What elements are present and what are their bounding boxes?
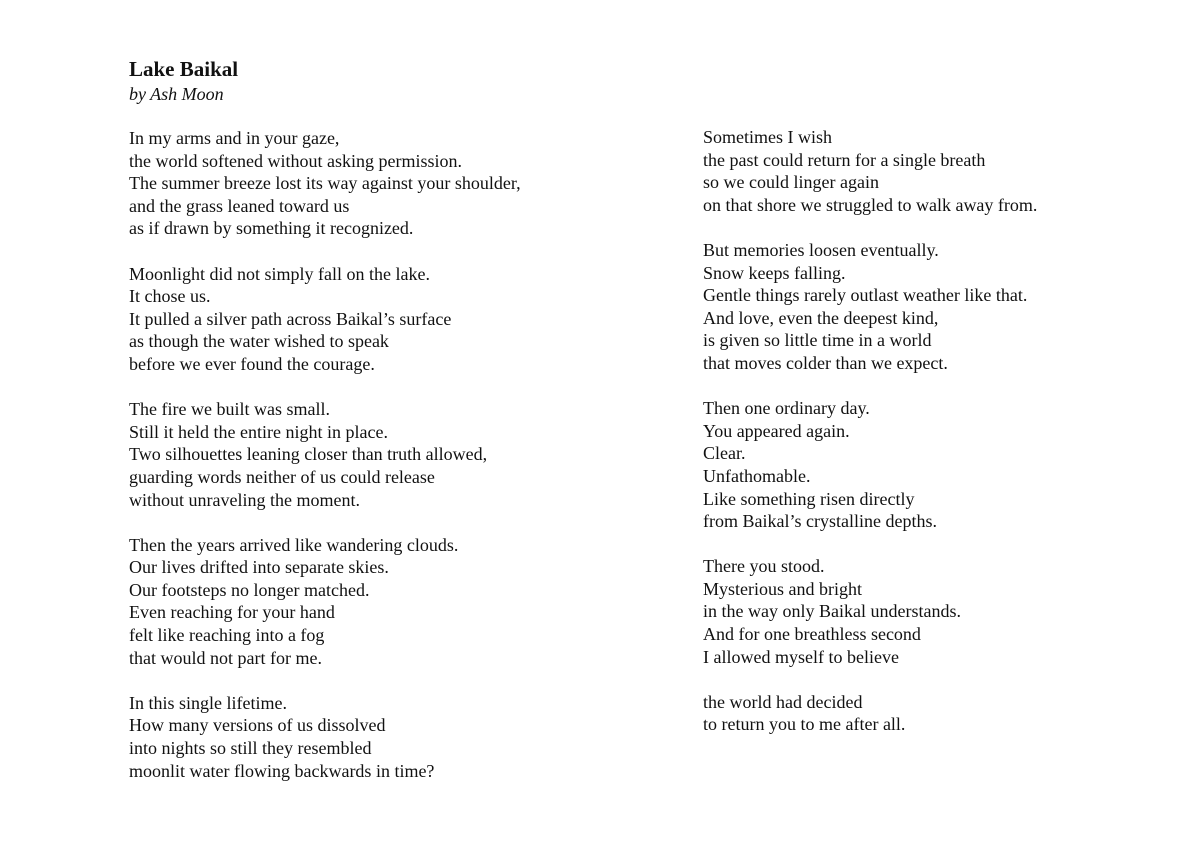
poem-line: and the grass leaned toward us [129, 195, 350, 216]
poem-line: In my arms and in your gaze, [129, 128, 340, 148]
poem-line: from Baikal’s crystalline depths. [703, 511, 937, 532]
poem-line: Even reaching for your hand [129, 602, 335, 623]
stanza [703, 397, 1183, 533]
poem-line: You appeared again. [703, 420, 850, 441]
poem-line: into nights so still they resembled [129, 738, 372, 759]
stanza [703, 555, 1183, 668]
poem-line: The summer breeze lost its way against your shoulder, [129, 173, 521, 194]
poem-line: Gentle things rarely outlast weather like that. [703, 285, 1028, 306]
poem-line: And for one breathless second [703, 624, 921, 645]
stanza [129, 127, 649, 240]
poem-line: the world softened without asking permission. [129, 150, 462, 171]
poem-line: Mysterious and bright [703, 578, 862, 599]
poem-column-right [703, 126, 1183, 759]
poem-line: Our lives drifted into separate skies. [129, 557, 389, 578]
poem-line: It pulled a silver path across Baikal’s surface [129, 308, 452, 329]
poem-column-left [129, 127, 649, 805]
poem-line: But memories loosen eventually. [703, 239, 939, 260]
poem-line: Moonlight did not simply fall on the lake. [129, 263, 430, 284]
poem-line: in the way only Baikal understands. [703, 601, 961, 622]
poem-line: as if drawn by something it recognized. [129, 218, 414, 239]
poem-line: Then the years arrived like wandering clouds. [129, 534, 459, 555]
poem-title: Lake Baikal [129, 57, 239, 81]
poem-line: so we could linger again [703, 172, 879, 193]
poem-line: Unfathomable. [703, 465, 811, 486]
poem-line: Clear. [703, 443, 746, 464]
poem-line: moonlit water flowing backwards in time? [129, 760, 435, 781]
poem-line: Still it held the entire night in place. [129, 421, 388, 442]
poem-author: by Ash Moon [129, 84, 224, 104]
poem-line: Our footsteps no longer matched. [129, 579, 370, 600]
poem-line: I allowed myself to believe [703, 646, 899, 667]
stanza [129, 263, 649, 376]
stanza [703, 239, 1183, 375]
poem-line: is given so little time in a world [703, 330, 932, 351]
stanza [703, 126, 1183, 216]
poem-line: that moves colder than we expect. [703, 352, 948, 373]
poem-line: the world had decided [703, 691, 863, 712]
poem-line: Sometimes I wish [703, 127, 832, 147]
poem-line: And love, even the deepest kind, [703, 307, 939, 328]
stanza [129, 398, 649, 511]
poem-line: the past could return for a single breath [703, 149, 986, 170]
stanza [703, 691, 1183, 736]
poem-line: Then one ordinary day. [703, 398, 870, 419]
poem-line: before we ever found the courage. [129, 353, 375, 374]
poem-line: without unraveling the moment. [129, 489, 360, 510]
poem-line: as though the water wished to speak [129, 331, 389, 352]
poem-line: to return you to me after all. [703, 714, 906, 735]
poem-line: Two silhouettes leaning closer than truth allowed, [129, 444, 488, 465]
poem-line: Snow keeps falling. [703, 262, 846, 283]
stanza [129, 692, 649, 782]
poem-line: felt like reaching into a fog [129, 625, 325, 646]
poem-line: Like something risen directly [703, 488, 915, 509]
poem-line: There you stood. [703, 556, 825, 577]
poem-line: In this single lifetime. [129, 692, 287, 713]
stanza [129, 534, 649, 670]
poem-line: guarding words neither of us could release [129, 466, 435, 487]
poem-line: How many versions of us dissolved [129, 715, 386, 736]
poem-line: The fire we built was small. [129, 399, 330, 420]
poem-line: It chose us. [129, 286, 211, 307]
poem-line: that would not part for me. [129, 647, 322, 668]
poem-line: on that shore we struggled to walk away from. [703, 194, 1038, 215]
